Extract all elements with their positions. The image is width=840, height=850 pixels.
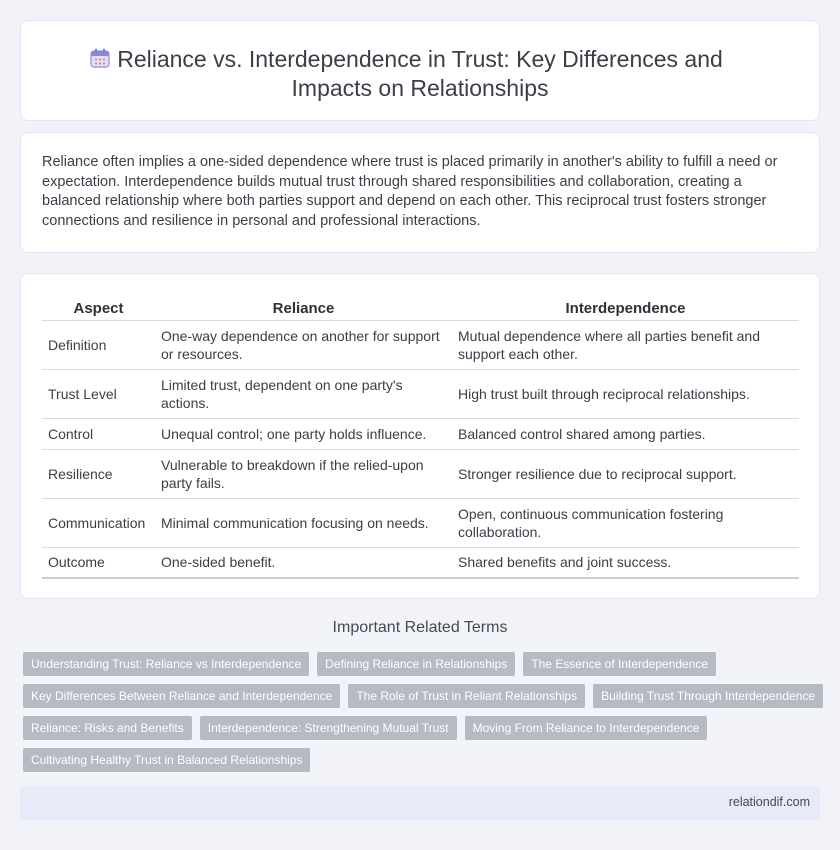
related-term-tag[interactable]: Interdependence: Strengthening Mutual Trust [200,716,457,740]
aspect-cell: Communication [42,498,155,547]
interdependence-cell: Balanced control shared among parties. [452,418,799,449]
page-title [81,45,759,103]
column-header-aspect: Aspect [42,294,155,320]
interdependence-cell: Open, continuous communication fostering collaboration. [452,498,799,547]
related-term-tag[interactable]: Building Trust Through Interdependence [593,684,823,708]
aspect-cell: Trust Level [42,369,155,418]
related-term-tag[interactable]: Defining Reliance in Relationships [317,652,515,676]
interdependence-cell: High trust built through reciprocal relationships. [452,369,799,418]
aspect-cell: Definition [42,320,155,369]
related-term-tag[interactable]: The Essence of Interdependence [523,652,716,676]
aspect-cell: Control [42,418,155,449]
reliance-cell: One-sided benefit. [155,547,452,578]
interdependence-cell: Stronger resilience due to reciprocal support. [452,449,799,498]
related-term-tag[interactable]: Cultivating Healthy Trust in Balanced Relationships [23,748,310,772]
table-row [42,369,799,418]
related-terms-list [23,652,823,780]
aspect-cell: Resilience [42,449,155,498]
column-header-reliance: Reliance [155,294,452,320]
reliance-cell: Limited trust, dependent on one party's actions. [155,369,452,418]
table-header-row [42,294,799,320]
reliance-cell: Minimal communication focusing on needs. [155,498,452,547]
interdependence-cell: Mutual dependence where all parties benefit and support each other. [452,320,799,369]
related-term-tag[interactable]: Key Differences Between Reliance and Interdependence [23,684,340,708]
related-term-tag[interactable]: Understanding Trust: Reliance vs Interdependence [23,652,309,676]
page-title-line-2: Impacts on Relationships [291,75,549,101]
aspect-cell: Outcome [42,547,155,578]
comparison-card [20,273,820,599]
related-term-tag[interactable]: Moving From Reliance to Interdependence [465,716,708,740]
table-row [42,498,799,547]
related-term-tag[interactable]: The Role of Trust in Reliant Relationships [348,684,585,708]
comparison-table [42,294,799,579]
table-row [42,320,799,369]
related-terms-heading: Important Related Terms [332,619,508,636]
site-link[interactable]: relationdif.com [728,795,810,809]
header-card [20,20,820,121]
intro-card [20,132,820,253]
reliance-cell: Vulnerable to breakdown if the relied-upon party fails. [155,449,452,498]
intro-paragraph: Reliance often implies a one-sided dependence where trust is placed primarily in another's ability to fulfill a need or expectation. Interdependence builds mutual trust through shared responsibilities and collaboration, creating a balanced relationship where both parties support and depend on each other. This reciprocal trust fosters stronger connections and resilience in personal and professional interactions. [42,154,778,229]
reliance-cell: Unequal control; one party holds influence. [155,418,452,449]
table-row [42,418,799,449]
reliance-cell: One-way dependence on another for support or resources. [155,320,452,369]
related-term-tag[interactable]: Reliance: Risks and Benefits [23,716,192,740]
table-row [42,547,799,578]
table-row [42,449,799,498]
page-title-line-1: Reliance vs. Interdependence in Trust: Key Differences and [117,46,723,72]
interdependence-cell: Shared benefits and joint success. [452,547,799,578]
column-header-interdependence: Interdependence [452,294,799,320]
footer [20,786,820,820]
